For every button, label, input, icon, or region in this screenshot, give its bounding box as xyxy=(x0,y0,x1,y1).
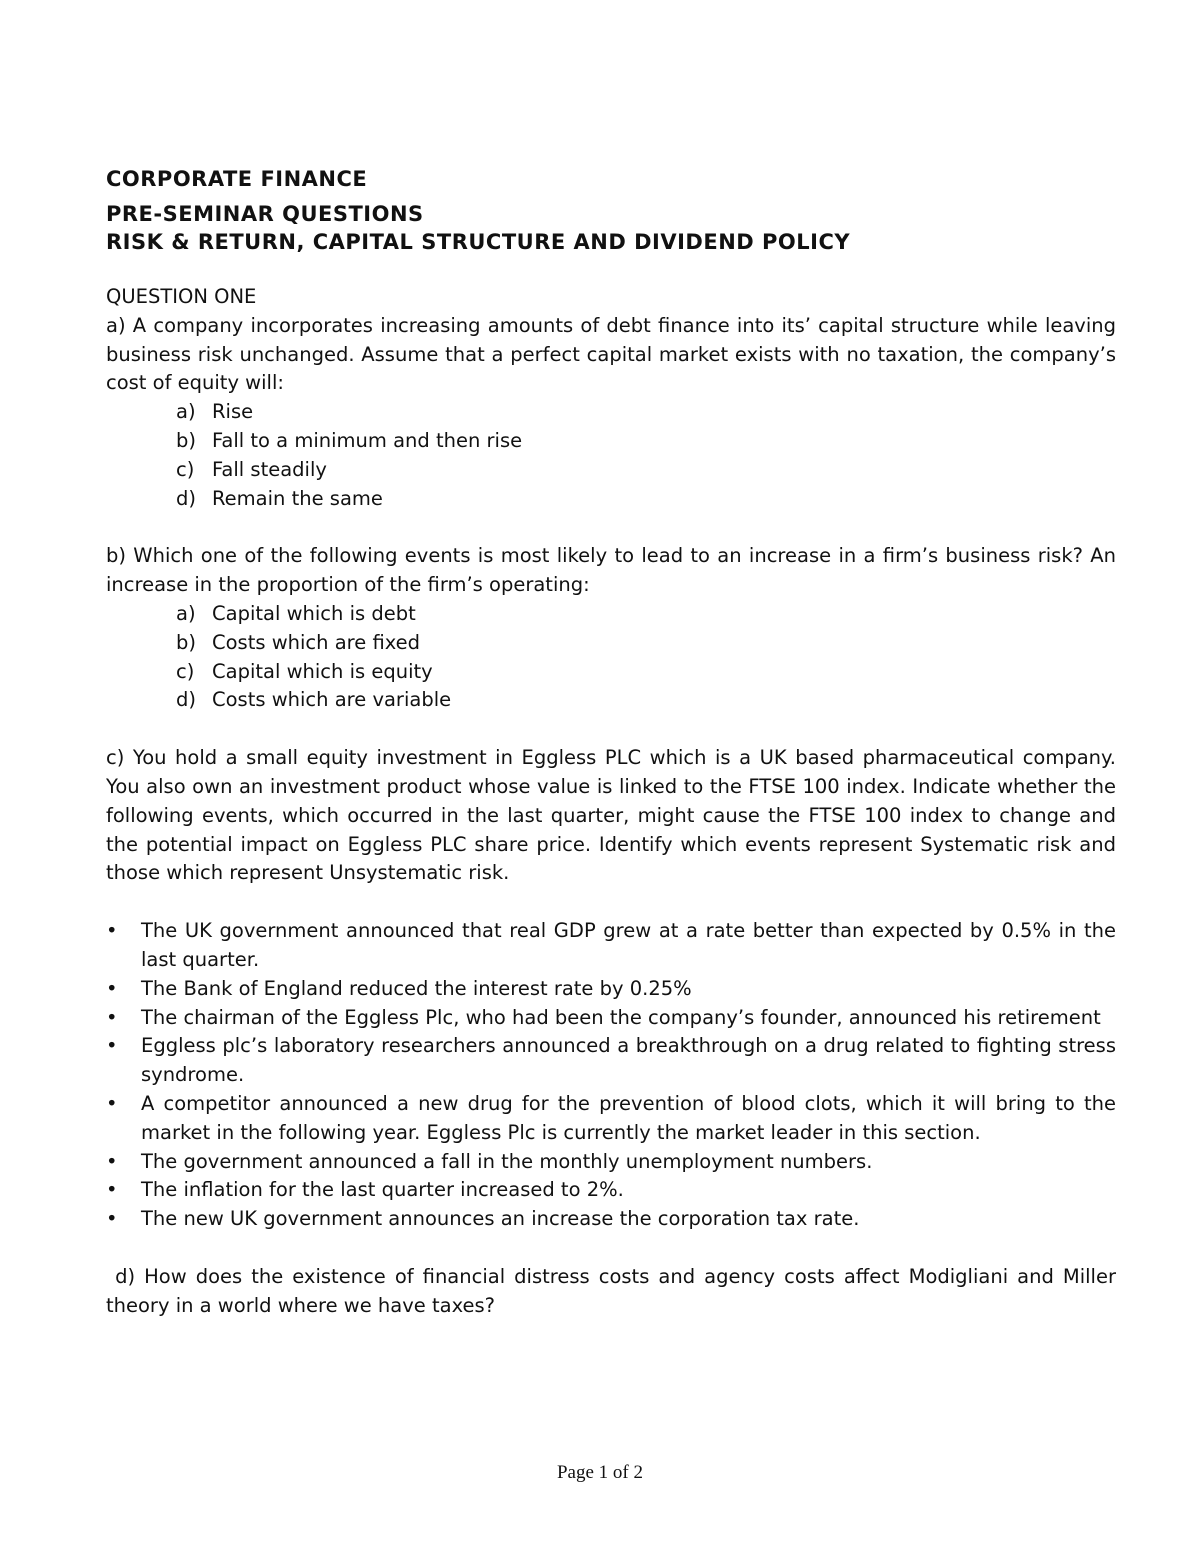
option-text: Fall steadily xyxy=(212,457,327,481)
list-item xyxy=(106,1176,1116,1205)
page-number: Page 1 of 2 xyxy=(556,1462,643,1483)
list-item xyxy=(106,975,1116,1004)
question-d-text: d) How does the existence of financial distress costs and agency costs affect Modigliani and Miller theory in a world where we have taxes? xyxy=(106,1264,1123,1317)
option-letter: c) xyxy=(176,659,195,683)
list-item xyxy=(176,686,1116,715)
bullet-icon: • xyxy=(106,1091,118,1115)
event-text: The Bank of England reduced the interest rate by 0.25% xyxy=(141,976,692,1000)
bullet-icon: • xyxy=(106,919,118,943)
document-page xyxy=(106,164,1123,1321)
event-text: The inflation for the last quarter increased to 2%. xyxy=(141,1178,624,1202)
bullet-icon: • xyxy=(106,976,118,1000)
list-item xyxy=(176,485,1116,514)
option-text: Fall to a minimum and then rise xyxy=(212,428,523,452)
list-item xyxy=(106,1004,1116,1033)
document-title: CORPORATE FINANCE xyxy=(106,167,368,191)
question-b-text: b) Which one of the following events is most likely to lead to an increase in a firm’s business risk? An increase in the proportion of the firm’s operating: xyxy=(106,544,1116,597)
event-text: The UK government announced that real GDP grew at a rate better than expected by 0.5% in the last quarter. xyxy=(141,919,1116,971)
bullet-icon: • xyxy=(106,1149,118,1173)
question-c-text: c) You hold a small equity investment in Eggless PLC which is a UK based pharmaceutical company. You also own an investment product whose value is linked to the FTSE 100 index. Indicate whether the following events, which occurred in the last quarter, might cause the FTSE 100 index to change and the potential impact on Eggless PLC share price. Identify which events represent Systematic risk and those which represent Unsystematic risk. xyxy=(106,746,1116,885)
event-text: A competitor announced a new drug for the prevention of blood clots, which it will bring to the market in the following year. Eggless Plc is currently the market leader in this section. xyxy=(141,1091,1116,1144)
question-b-options xyxy=(106,600,1116,715)
document-topic: RISK & RETURN, CAPITAL STRUCTURE AND DIVIDEND POLICY xyxy=(106,230,851,254)
event-text: The new UK government announces an increase the corporation tax rate. xyxy=(141,1207,860,1231)
event-text: The chairman of the Eggless Plc, who had been the company’s founder, announced his retirement xyxy=(141,1005,1101,1029)
option-text: Costs which are fixed xyxy=(212,630,421,654)
question-one-title: QUESTION ONE xyxy=(106,285,257,308)
spacer xyxy=(106,715,1116,744)
list-item xyxy=(176,398,1116,427)
list-item xyxy=(106,917,1116,975)
list-item xyxy=(176,629,1116,658)
option-letter: b) xyxy=(176,630,196,654)
option-letter: a) xyxy=(176,400,196,424)
option-letter: a) xyxy=(176,601,196,625)
list-item xyxy=(176,427,1116,456)
spacer xyxy=(106,1234,1116,1263)
event-text: The government announced a fall in the monthly unemployment numbers. xyxy=(141,1149,873,1173)
option-text: Capital which is debt xyxy=(212,601,416,625)
option-text: Rise xyxy=(212,400,254,424)
list-item xyxy=(176,456,1116,485)
bullet-icon: • xyxy=(106,1034,118,1058)
list-item xyxy=(176,600,1116,629)
list-item xyxy=(106,1032,1116,1090)
option-text: Costs which are variable xyxy=(212,688,452,712)
option-letter: d) xyxy=(176,688,196,712)
list-item xyxy=(106,1205,1116,1234)
list-item xyxy=(176,658,1116,687)
bullet-icon: • xyxy=(106,1207,118,1231)
event-text: Eggless plc’s laboratory researchers announced a breakthrough on a drug related to fighting stress syndrome. xyxy=(141,1034,1116,1087)
option-text: Capital which is equity xyxy=(212,659,433,683)
option-letter: b) xyxy=(176,428,196,452)
spacer xyxy=(106,888,1116,917)
list-item xyxy=(106,1148,1116,1177)
option-letter: c) xyxy=(176,457,195,481)
document-subtitle: PRE-SEMINAR QUESTIONS xyxy=(106,202,424,226)
bullet-icon: • xyxy=(106,1178,118,1202)
question-c-events xyxy=(106,917,1116,1234)
question-a-options xyxy=(106,398,1116,513)
list-item xyxy=(106,1090,1116,1148)
bullet-icon: • xyxy=(106,1005,118,1029)
spacer xyxy=(106,513,1116,542)
option-letter: d) xyxy=(176,486,196,510)
question-a-text: a) A company incorporates increasing amounts of debt finance into its’ capital structure while leaving business risk unchanged. Assume that a perfect capital market exists with no taxation, the company’s cost of equity will: xyxy=(106,313,1116,395)
option-text: Remain the same xyxy=(212,486,383,510)
